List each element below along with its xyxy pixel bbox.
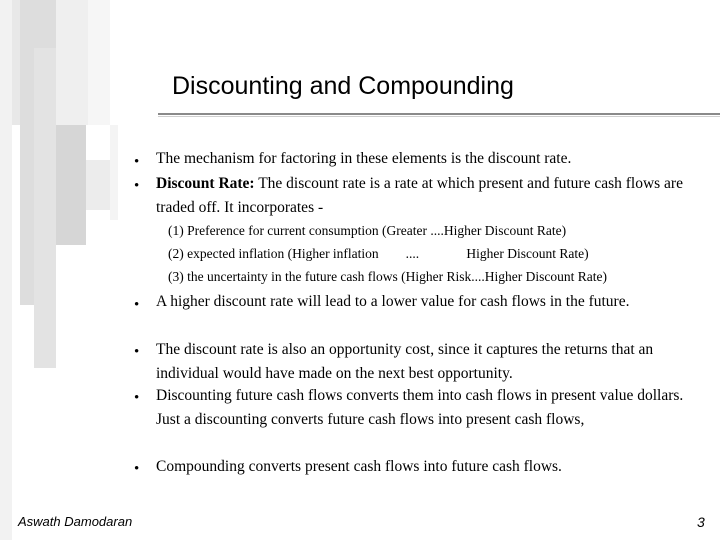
bullet-marker: • — [134, 461, 140, 477]
bullet-text: The discount rate is also an opportunity cost, since it captures the returns that an individual would have made on the next best opportunity. — [156, 341, 654, 382]
decor-block-7 — [56, 125, 86, 245]
bullet-marker: • — [134, 154, 140, 170]
decor-block-1 — [0, 0, 12, 540]
decor-block-6 — [88, 0, 110, 125]
footer-author: Aswath Damodaran — [18, 514, 133, 529]
bullet-text — [156, 172, 701, 219]
page-number: 3 — [697, 514, 705, 530]
bullet-marker: • — [134, 297, 140, 313]
title-divider — [158, 113, 720, 115]
decor-block-8 — [86, 160, 110, 210]
decor-block-5 — [56, 0, 88, 125]
decor-block-4 — [34, 48, 56, 368]
bullet-marker: • — [134, 178, 140, 194]
sub-item: (1) Preference for current consumption (Greater ....Higher Discount Rate) — [168, 223, 567, 238]
sub-item: (2) expected inflation (Higher inflation .... Higher Discount Rate) — [168, 246, 589, 261]
bullet-marker: • — [134, 390, 140, 406]
bullet-text: A higher discount rate will lead to a lower value for cash flows in the future. — [156, 293, 630, 310]
bullet-text-rest: The discount rate is a rate at which present and future cash flows are traded off. It incorporates - — [156, 175, 683, 216]
bullet-text: Discounting future cash flows converts them into cash flows in present value dollars. Just a discounting converts future cash flows into present cash flows, — [156, 387, 684, 428]
title-divider-shadow — [158, 116, 720, 117]
bullet-text: Compounding converts present cash flows into future cash flows. — [156, 458, 562, 475]
bullet-bold-label: Discount Rate: — [156, 175, 255, 192]
bullet-text: The mechanism for factoring in these elements is the discount rate. — [156, 150, 572, 167]
sub-item: (3) the uncertainty in the future cash flows (Higher Risk....Higher Discount Rate) — [168, 269, 608, 284]
decor-block-9 — [110, 125, 118, 220]
slide-title: Discounting and Compounding — [172, 72, 514, 100]
bullet-marker: • — [134, 344, 140, 360]
